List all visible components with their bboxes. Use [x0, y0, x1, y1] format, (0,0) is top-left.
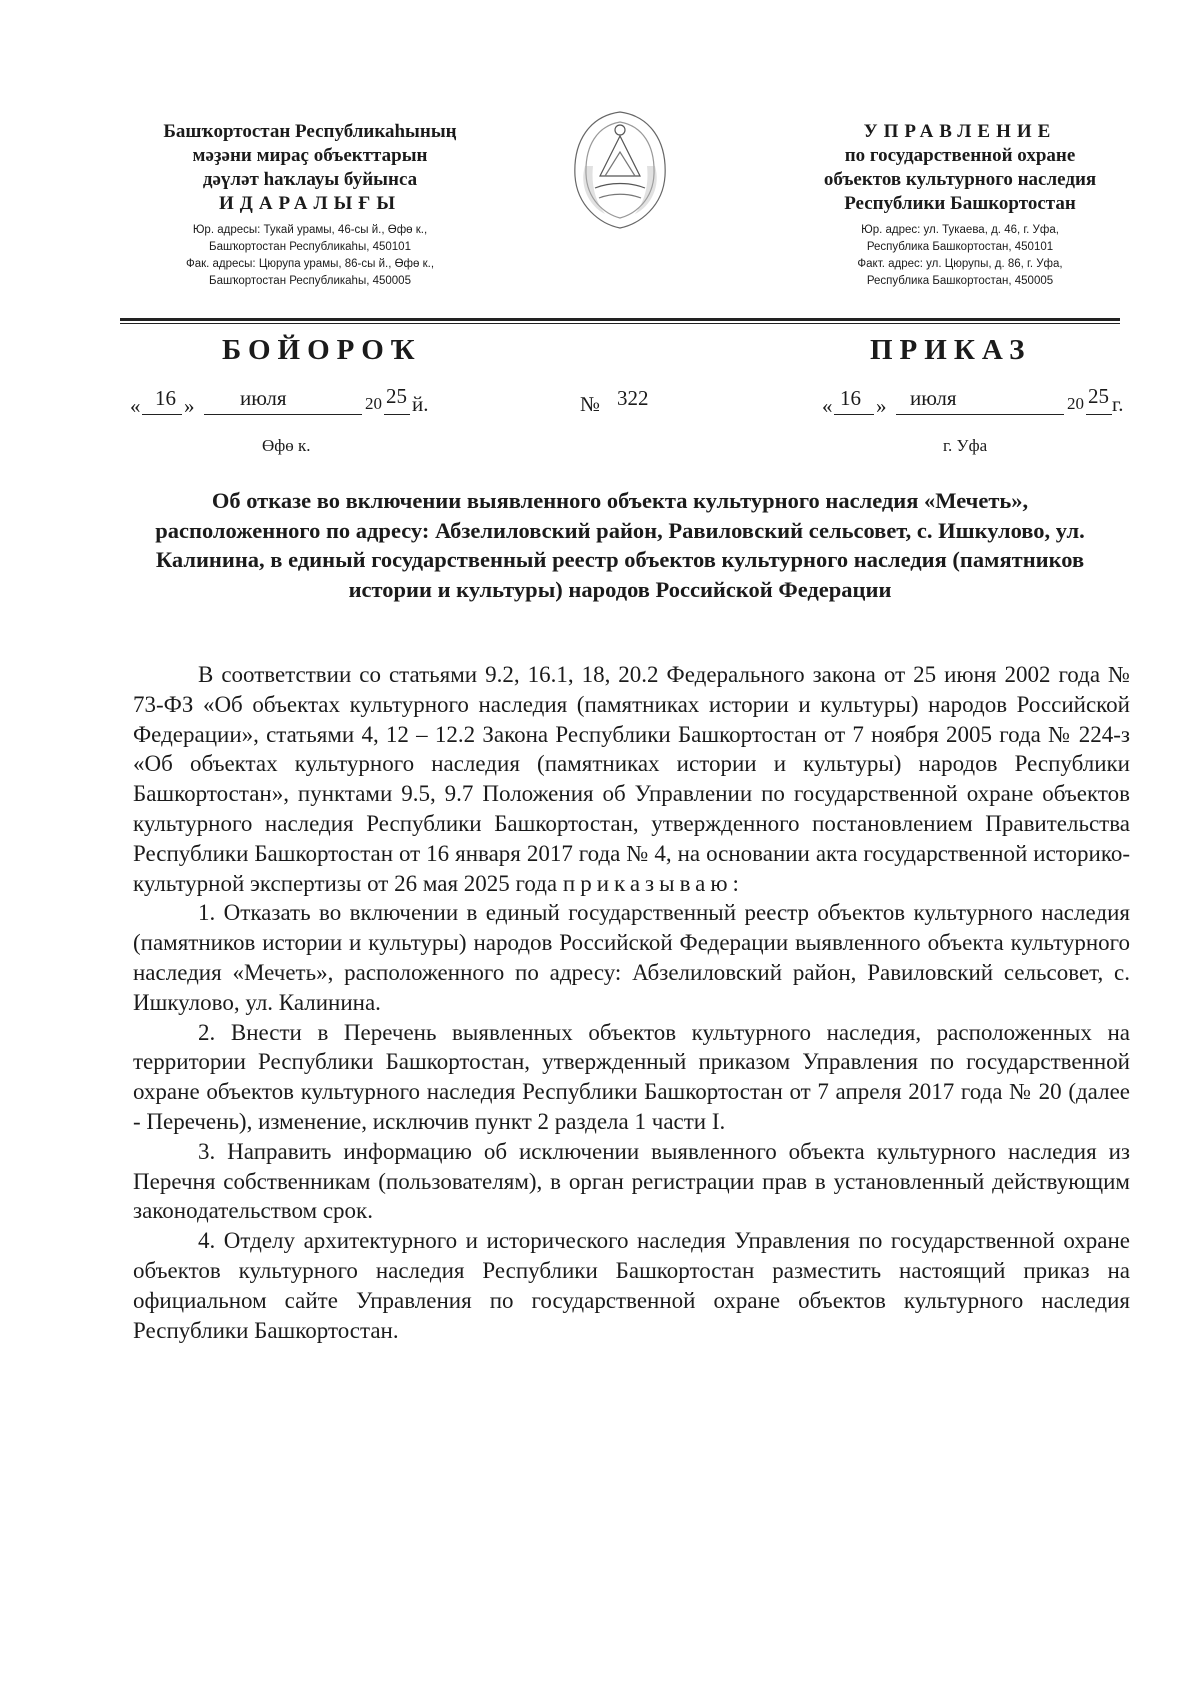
header-right	[770, 120, 1150, 290]
order-word: приказываю:	[562, 870, 744, 896]
date-right	[822, 386, 1142, 416]
item-paragraph: 4. Отделу архитектурного и исторического наследия Управления по государственной охране объектов культурного наследия Республики Башкортостан разместить настоящий приказ на официальном сайте Управления по государственной охране объектов культурного наследия Республики Башкортостан.	[133, 1228, 1130, 1343]
header-rule-thick	[120, 318, 1120, 321]
left-title: БОЙОРОҠ	[222, 334, 422, 366]
date-left-day: 16	[155, 386, 176, 410]
header-left-address	[120, 222, 500, 290]
date-left-century: 20	[365, 394, 382, 413]
city-left: Өфө к.	[262, 436, 311, 455]
coat-of-arms-emblem-icon	[565, 106, 675, 231]
date-right-close-quote: »	[876, 394, 887, 418]
date-right-month: июля	[910, 386, 957, 410]
item-paragraph: 1. Отказать во включении в единый государственный реестр объектов культурного наследия (памятников истории и культуры) народов Российской Федерации выявленного объекта культурного наследия «Мечеть», расположенного по адресу: Абзелиловский район, Равиловский сельсовет, с. Ишкулово, ул. Калинина.	[133, 900, 1130, 1015]
header-left-addr4: Башҡортостан Республикаһы, 450005	[209, 275, 411, 287]
header-left-line3: дәүләт һаҡлауы буйынса	[202, 169, 418, 190]
date-right-day: 16	[840, 386, 861, 410]
header-right-line1: УПРАВЛЕНИЕ	[863, 121, 1057, 142]
header-left-line4: ИДАРАЛЫҒЫ	[218, 193, 402, 214]
date-left-year: 25	[386, 384, 407, 408]
header-right-line4: Республики Башкортостан	[844, 193, 1076, 214]
header-left-line1: Башҡортостан Республикаһының	[163, 121, 457, 142]
header-left-addr2: Башҡортостан Республикаһы, 450101	[209, 241, 411, 253]
header-left-addr1: Юр. адресы: Тукай урамы, 46-сы й., Өфө к.,	[192, 224, 428, 236]
header-right-addr3: Факт. адрес: ул. Цюрупы, д. 86, г. Уфа,	[857, 258, 1063, 270]
date-right-suffix: г.	[1112, 392, 1124, 416]
date-left-close-quote: »	[184, 394, 195, 418]
right-title: ПРИКАЗ	[870, 334, 1032, 366]
header-right-address	[770, 222, 1150, 290]
header-right-addr1: Юр. адрес: ул. Тукаева, д. 46, г. Уфа,	[861, 224, 1059, 236]
date-left	[130, 386, 450, 416]
document-body	[133, 660, 1130, 1345]
date-right-open-quote: «	[822, 394, 833, 418]
item-paragraph: 3. Направить информацию об исключении выявленного объекта культурного наследия из Перечня собственникам (пользователям), в орган регистрации прав в установленный действующим законодательством срок.	[133, 1138, 1130, 1224]
date-left-month: июля	[240, 386, 287, 410]
number-sign: №	[580, 392, 601, 416]
item-paragraph: 2. Внести в Перечень выявленных объектов культурного наследия, расположенных на территории Республики Башкортостан, утвержденный приказом Управления по государственной охране объектов культурного наследия Республики Башкортостан от 7 апреля 2017 года № 20 (далее - Перечень), изменение, исключив пункт 2 раздела 1 части I.	[133, 1019, 1130, 1134]
header-right-line3: объектов культурного наследия	[823, 169, 1097, 190]
header-rule-thin	[120, 323, 1120, 324]
date-left-suffix: й.	[412, 392, 429, 416]
header-right-addr2: Республика Башкортостан, 450101	[866, 241, 1054, 253]
header-left-line2: мәҙәни мираҫ объекттарын	[192, 145, 428, 166]
header-left-addr3: Фак. адресы: Цюрупа урамы, 86-сы й., Өфө к.,	[185, 258, 435, 270]
document-title: Об отказе во включении выявленного объекта культурного наследия «Мечеть», расположенного по адресу: Абзелиловский район, Равиловский сельсовет, с. Ишкулово, ул. Калинина, в единый государственный реестр объектов культурного наследия (памятников истории и культуры) народов Российской Федерации	[155, 488, 1085, 602]
number-value: 322	[617, 386, 649, 410]
header-right-addr4: Республика Башкортостан, 450005	[866, 275, 1054, 287]
date-left-open-quote: «	[130, 394, 141, 418]
city-right: г. Уфа	[943, 436, 988, 455]
header-right-line2: по государственной охране	[844, 145, 1076, 166]
date-right-year: 25	[1088, 384, 1109, 408]
preamble-paragraph	[133, 660, 1130, 898]
date-right-century: 20	[1067, 394, 1084, 413]
order-number	[580, 386, 700, 416]
header-left	[120, 120, 500, 290]
preamble-text: В соответствии со статьями 9.2, 16.1, 18, 20.2 Федерального закона от 25 июня 2002 года № 73-ФЗ «Об объектах культурного наследия (памятниках истории и культуры) народов Российской Федерации», статьями 4, 12 – 12.2 Закона Республики Башкортостан от 7 ноября 2005 года № 224-з «Об объектах культурного наследия (памятниках истории и культуры) народов Республики Башкортостан», пунктами 9.5, 9.7 Положения об Управлении по государственной охране объектов культурного наследия Республики Башкортостан, утвержденного постановлением Правительства Республики Башкортостан от 16 января 2017 года № 4, на основании акта государственной историко-культурной экспертизы от 26 мая 2025 года	[133, 662, 1130, 896]
